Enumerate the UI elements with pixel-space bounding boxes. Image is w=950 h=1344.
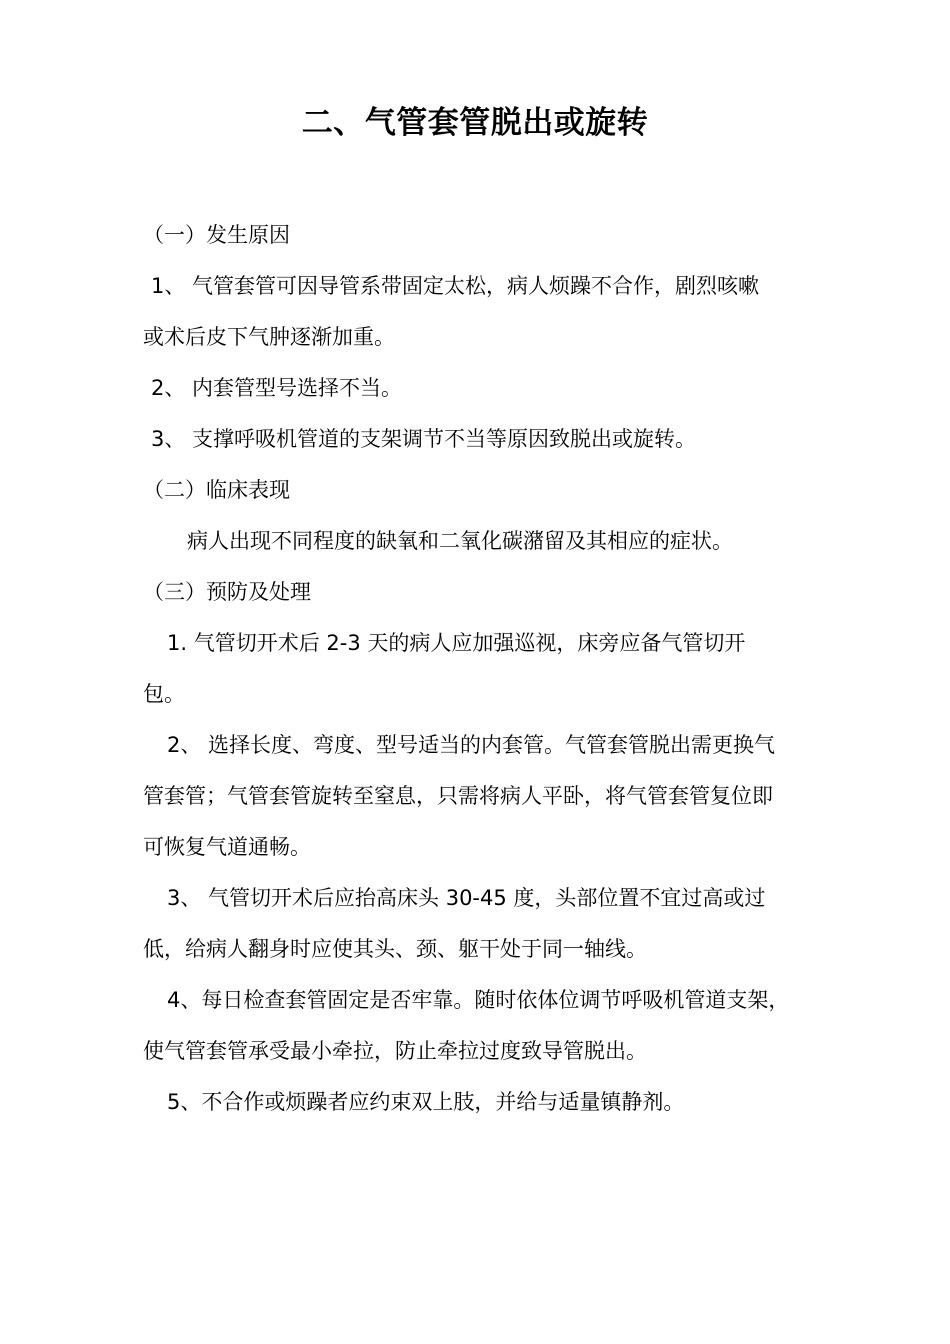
section-heading-causes: （一）发生原因 bbox=[143, 223, 290, 247]
paragraph-line: 5、不合作或烦躁者应约束双上肢，并给与适量镇静剂。 bbox=[167, 1090, 685, 1114]
document-title: 二、气管套管脱出或旋转 bbox=[301, 105, 649, 141]
paragraph-line: 或术后皮下气肿逐渐加重。 bbox=[143, 325, 395, 349]
section-heading-prevention: （三）预防及处理 bbox=[143, 580, 311, 604]
section-heading-clinical-manifestation: （二）临床表现 bbox=[143, 478, 290, 502]
paragraph-line: 管套管；气管套管旋转至窒息，只需将病人平卧，将气管套管复位即 bbox=[143, 784, 773, 808]
paragraph-line: 3、 支撑呼吸机管道的支架调节不当等原因致脱出或旋转。 bbox=[151, 427, 697, 451]
paragraph-line: 2、 选择长度、弯度、型号适当的内套管。气管套管脱出需更换气 bbox=[167, 733, 776, 757]
paragraph-line: 1、 气管套管可因导管系带固定太松，病人烦躁不合作，剧烈咳嗽 bbox=[151, 274, 760, 298]
paragraph-line: 包。 bbox=[143, 682, 185, 706]
paragraph-line: 3、 气管切开术后应抬高床头 30-45 度，头部位置不宜过高或过 bbox=[167, 886, 766, 910]
paragraph-line: 1. 气管切开术后 2-3 天的病人应加强巡视，床旁应备气管切开 bbox=[167, 631, 746, 655]
paragraph-line: 使气管套管承受最小牵拉，防止牵拉过度致导管脱出。 bbox=[143, 1039, 647, 1063]
paragraph-line: 可恢复气道通畅。 bbox=[143, 835, 311, 859]
paragraph-line: 2、 内套管型号选择不当。 bbox=[151, 376, 403, 400]
paragraph-line: 4、每日检查套管固定是否牢靠。随时依体位调节呼吸机管道支架， bbox=[167, 988, 790, 1012]
document-body bbox=[143, 210, 813, 1128]
paragraph-line: 病人出现不同程度的缺氧和二氧化碳潴留及其相应的症状。 bbox=[187, 529, 733, 553]
paragraph-line: 低，给病人翻身时应使其头、颈、躯干处于同一轴线。 bbox=[143, 937, 647, 961]
